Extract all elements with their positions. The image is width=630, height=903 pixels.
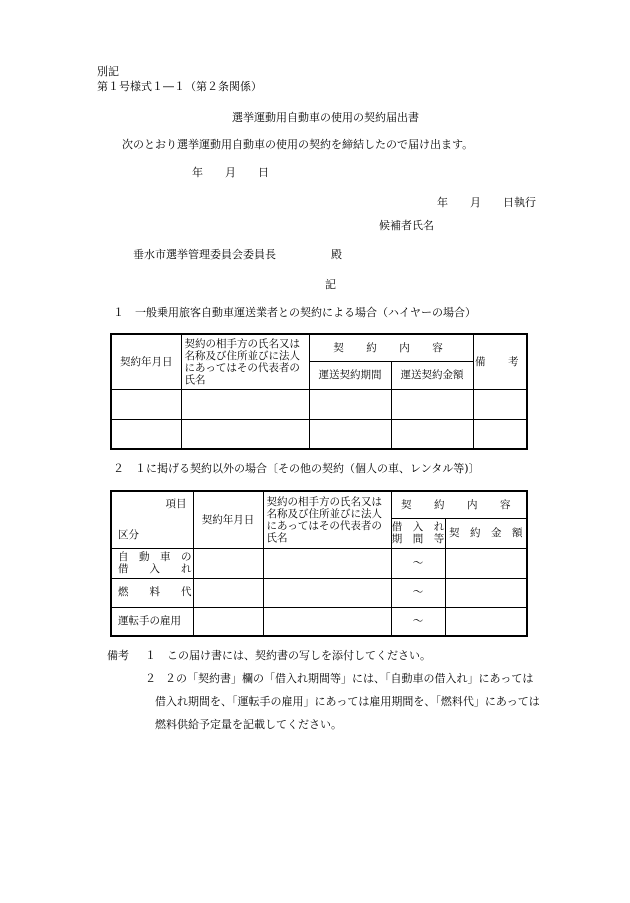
- row-label-driver: 運転手の雇用: [111, 607, 193, 636]
- candidate-name-label: 候補者氏名: [379, 219, 434, 232]
- cell-date[interactable]: [193, 548, 263, 578]
- cell-period[interactable]: [309, 419, 391, 449]
- section1-heading: １ 一般乗用旅客自動車運送業者との契約による場合（ハイヤーの場合）: [113, 306, 476, 319]
- cell-amount[interactable]: [445, 578, 527, 607]
- table-row: [111, 419, 527, 449]
- note2-line2: 借入れ期間を、「運転手の雇用」にあっては雇用期間を、「燃料代」にあっては: [155, 695, 540, 708]
- col-contract-content: 契 約 内 容: [309, 334, 473, 361]
- hire-contract-table: [110, 333, 528, 450]
- date-line: 年 月 日: [192, 166, 269, 179]
- cell-amount[interactable]: [445, 607, 527, 636]
- intro-text: 次のとおり選挙運動用自動車の使用の契約を締結したので届け出ます。: [122, 138, 474, 151]
- form-number: 第１号様式１―１（第２条関係）: [97, 80, 262, 93]
- cell-date[interactable]: [111, 419, 181, 449]
- cell-date[interactable]: [111, 389, 181, 419]
- row-label-line2: 借 入 れ: [118, 563, 192, 575]
- col-contract-party: 契約の相手方の氏名又は名称及び住所並びに法人にあってはその代表者の氏名: [263, 491, 391, 548]
- table-row: [111, 389, 527, 419]
- cell-amount[interactable]: [391, 419, 473, 449]
- col-category: 区分: [118, 528, 139, 541]
- table-row: [111, 607, 527, 636]
- document-title: 選挙運動用自動車の使用の契約届出書: [232, 111, 419, 124]
- cell-remarks[interactable]: [473, 419, 527, 449]
- note2-line3: 燃料供給予定量を記載してください。: [155, 718, 342, 731]
- other-contract-table: [110, 490, 528, 637]
- execution-date: 年 月 日執行: [437, 196, 536, 209]
- col-lease-period: [391, 518, 445, 548]
- ki-label: 記: [325, 278, 336, 291]
- row-label-vehicle-lease: [111, 548, 193, 578]
- note2-number: ２: [145, 672, 156, 685]
- cell-party[interactable]: [263, 607, 391, 636]
- addressee: 垂水市選挙管理委員会委員長 殿: [133, 248, 342, 261]
- cell-period[interactable]: [309, 389, 391, 419]
- cell-party[interactable]: [263, 548, 391, 578]
- table-row: [111, 578, 527, 607]
- annex-label: 別記: [97, 65, 119, 78]
- cell-period[interactable]: 〜: [391, 548, 445, 578]
- cell-amount[interactable]: [391, 389, 473, 419]
- col-contract-date: 契約年月日: [111, 334, 181, 389]
- col-contract-amount: 契 約 金 額: [445, 518, 527, 548]
- col-transport-amount: 運送契約金額: [391, 361, 473, 389]
- col-lease-period-line2: 期 間 等: [391, 533, 445, 545]
- notes-label: 備考: [107, 649, 129, 662]
- row-label-line1: 自 動 車 の: [118, 550, 192, 563]
- cell-amount[interactable]: [445, 548, 527, 578]
- col-contract-party: 契約の相手方の氏名又は名称及び住所並びに法人にあってはその代表者の氏名: [181, 334, 309, 389]
- col-remarks: 備 考: [473, 334, 527, 389]
- cell-remarks[interactable]: [473, 389, 527, 419]
- note1-text: この届け書には、契約書の写しを添付してください。: [167, 649, 431, 662]
- col-contract-date: 契約年月日: [193, 491, 263, 548]
- row-label-fuel: 燃 料 代: [111, 578, 193, 607]
- section2-heading: ２ １に掲げる契約以外の場合〔その他の契約（個人の車、レンタル等)〕: [113, 462, 480, 475]
- table-row: [111, 548, 527, 578]
- cell-party[interactable]: [181, 419, 309, 449]
- col-contract-content: 契 約 内 容: [391, 491, 527, 518]
- col-item-category: [111, 491, 193, 548]
- note2-line1: ２の「契約書」欄の「借入れ期間等」には、「自動車の借入れ」にあっては: [165, 672, 534, 685]
- note1-number: １: [145, 649, 156, 662]
- col-item: 項目: [165, 498, 187, 510]
- col-transport-period: 運送契約期間: [309, 361, 391, 389]
- cell-date[interactable]: [193, 578, 263, 607]
- cell-party[interactable]: [263, 578, 391, 607]
- cell-period[interactable]: 〜: [391, 607, 445, 636]
- cell-party[interactable]: [181, 389, 309, 419]
- cell-period[interactable]: 〜: [391, 578, 445, 607]
- cell-date[interactable]: [193, 607, 263, 636]
- col-lease-period-line1: 借 入 れ: [391, 520, 445, 533]
